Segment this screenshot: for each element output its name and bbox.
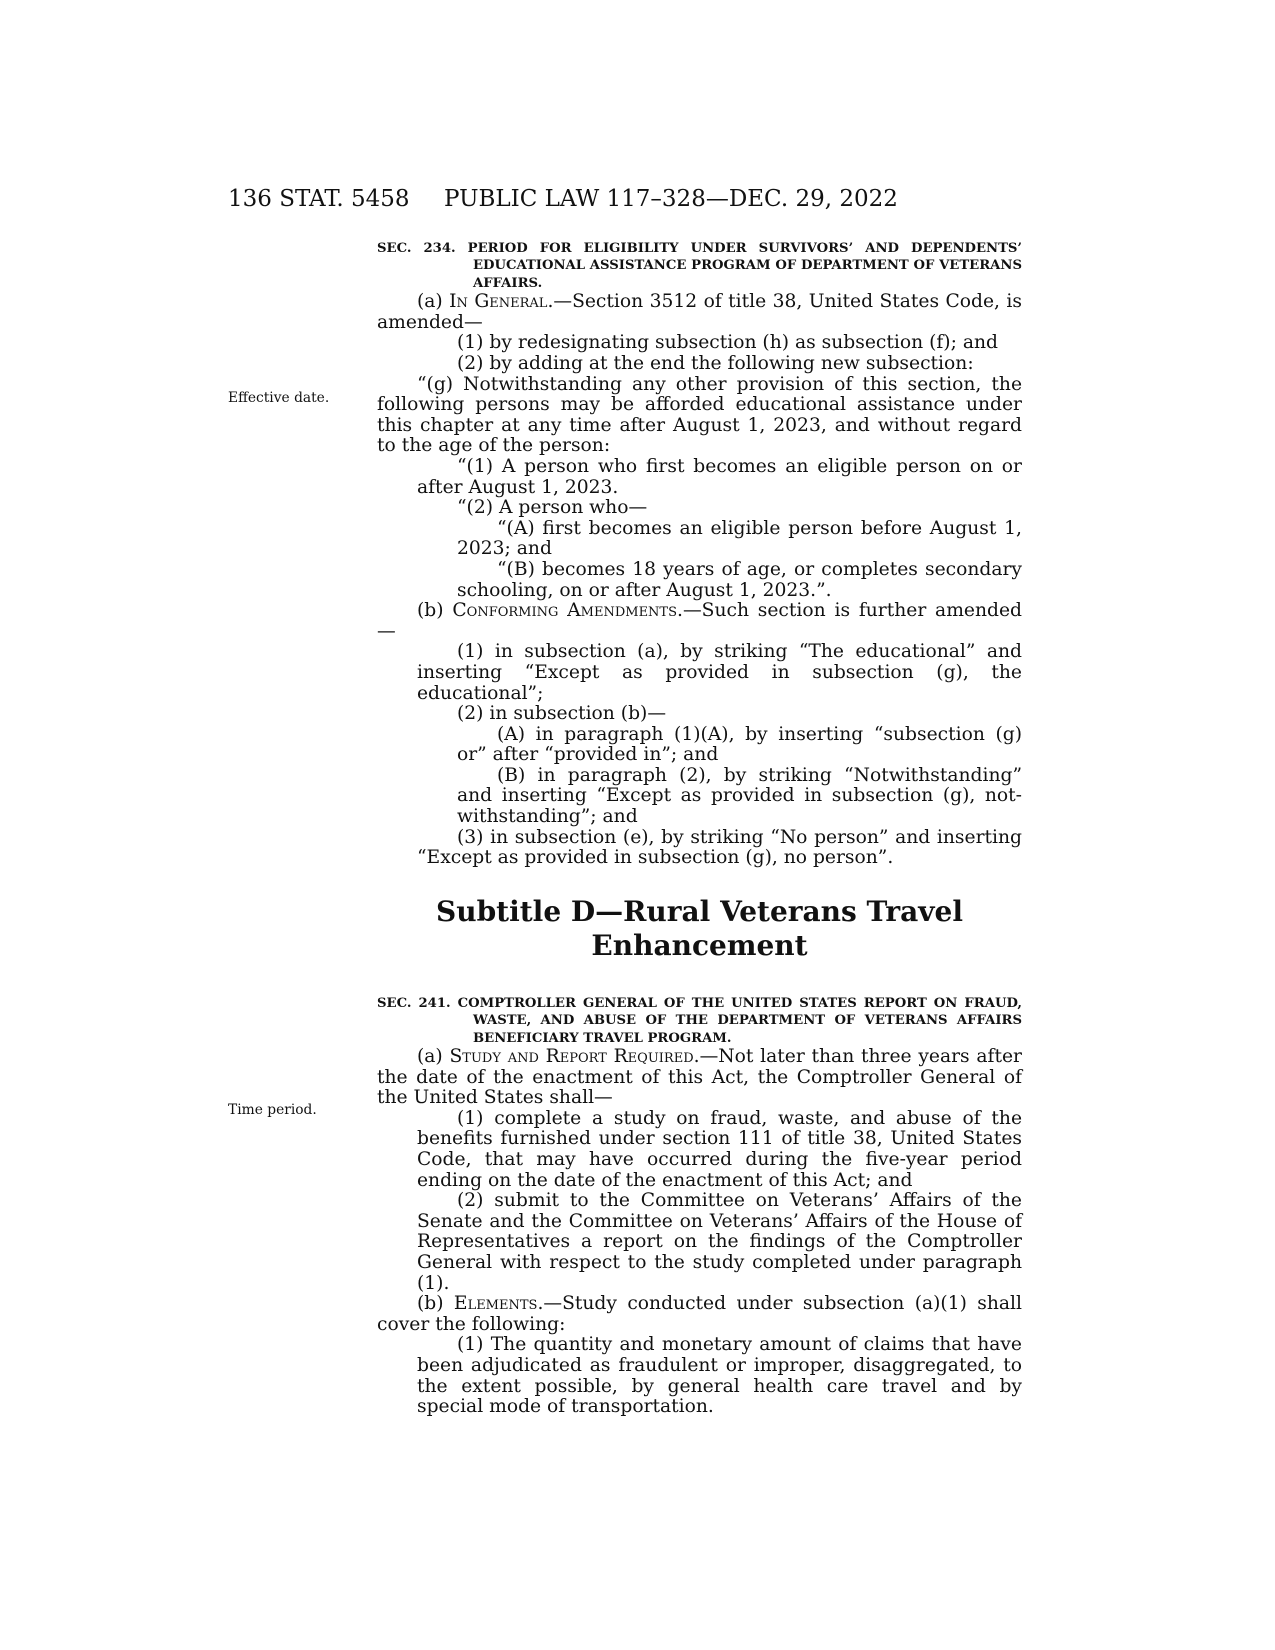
sec234-g-subpara-B: “(B) becomes 18 years of age, or completes secondary schooling, on or after August 1, 2023.”.	[457, 558, 1022, 601]
sec234-g-para-1: “(1) A person who first becomes an eligible person on or after August 1, 2023.	[417, 455, 1022, 498]
section-241-heading: SEC. 241. COMPTROLLER GENERAL OF THE UNITED STATES REPORT ON FRAUD, WASTE, AND ABUSE OF THE DEPARTMENT OF VETERANS AFFAIRS BENEFICIARY TRAVEL PROGRAM.	[377, 995, 1022, 1046]
subsection-text: .—Not later than three years after the date of the enactment of this Act, the Comptroller General of the United States shall—	[377, 1046, 1022, 1109]
sec234-g-subpara-A: “(A) first becomes an eligible person before August 1, 2023; and	[457, 517, 1022, 560]
subsection-heading: Elements	[453, 1293, 538, 1315]
section-234-heading: SEC. 234. PERIOD FOR ELIGIBILITY UNDER SURVIVORS’ AND DEPENDENTS’ EDUCATIONAL ASSISTANCE PROGRAM OF DEPARTMENT OF VETERANS AFFAIRS.	[377, 241, 1022, 291]
subsection-label: (b)	[417, 600, 444, 622]
page-reference: 136 STAT. 5458	[228, 186, 410, 212]
subtitle-heading: Subtitle D—Rural Veterans Travel Enhancement	[436, 894, 963, 962]
subsection-heading: Conforming Amendments	[452, 600, 678, 622]
margin-note-time-period: Time period.	[228, 1102, 317, 1118]
sec234-subsection-a	[377, 292, 1022, 333]
subsection-heading: In General	[449, 291, 548, 313]
subsection-label: (a)	[417, 1046, 443, 1068]
subsection-label: (a)	[417, 291, 443, 313]
sec234-subsection-b	[377, 601, 1022, 642]
subsection-text: .—Such section is further amended—	[377, 600, 1022, 642]
sec234-b-para-1: (1) in subsection (a), by striking “The educational” and inserting “Except as provided in subsection (g), the educational”;	[417, 641, 1022, 704]
sec234-b-subpara-A: (A) in paragraph (1)(A), by inserting “subsection (g) or” after “provided in”; and	[457, 723, 1022, 766]
sec234-new-subsection-g: “(g) Notwithstanding any other provision of this section, the following persons may be afforded educational assistance under this chapter at any time after August 1, 2023, and without regard to the age of the person:	[377, 373, 1022, 457]
sec241-subsection-b	[377, 1294, 1022, 1335]
sec241-a-para-1: (1) complete a study on fraud, waste, and abuse of the benefits furnished under section 111 of title 38, United States Code, that may have occurred during the five-year period ending on the date of the enactment of this Act; and	[417, 1107, 1022, 1191]
document-body	[377, 240, 1022, 1418]
sec234-b-subpara-B: (B) in paragraph (2), by striking “Notwithstanding” and inserting “Except as provided in subsection (g), notwithstanding”; and	[457, 764, 1022, 828]
subsection-text: .—Section 3512 of title 38, United States Code, is amended—	[377, 291, 1022, 333]
subsection-label: (b)	[417, 1293, 444, 1315]
sec234-b-para-2: (2) in subsection (b)—	[457, 703, 667, 725]
sec241-subsection-a	[377, 1047, 1022, 1109]
sec234-a-para-1: (1) by redesignating subsection (h) as subsection (f); and	[457, 332, 998, 354]
subsection-heading: Study and Report Required	[449, 1046, 694, 1068]
sec241-b-para-1: (1) The quantity and monetary amount of claims that have been adjudicated as fraudulent or improper, disaggregated, to the extent possible, by general health care travel and by special mode of transportation.	[417, 1334, 1022, 1418]
subsection-text: .—Study conducted under subsection (a)(1) shall cover the following:	[377, 1293, 1022, 1335]
margin-note-effective-date: Effective date.	[228, 390, 330, 406]
sec234-a-para-2: (2) by adding at the end the following new subsection:	[457, 353, 974, 374]
running-header: PUBLIC LAW 117–328—DEC. 29, 2022	[444, 186, 898, 212]
sec241-a-para-2: (2) submit to the Committee on Veterans’ Affairs of the Senate and the Committee on Veterans’ Affairs of the House of Representatives a report on the findings of the Comptroller General with respect to the study completed under paragraph (1).	[417, 1190, 1022, 1294]
sec234-g-para-2: “(2) A person who—	[457, 497, 648, 519]
sec234-b-para-3: (3) in subsection (e), by striking “No person” and inserting “Except as provided in subsection (g), no person”.	[417, 826, 1022, 869]
